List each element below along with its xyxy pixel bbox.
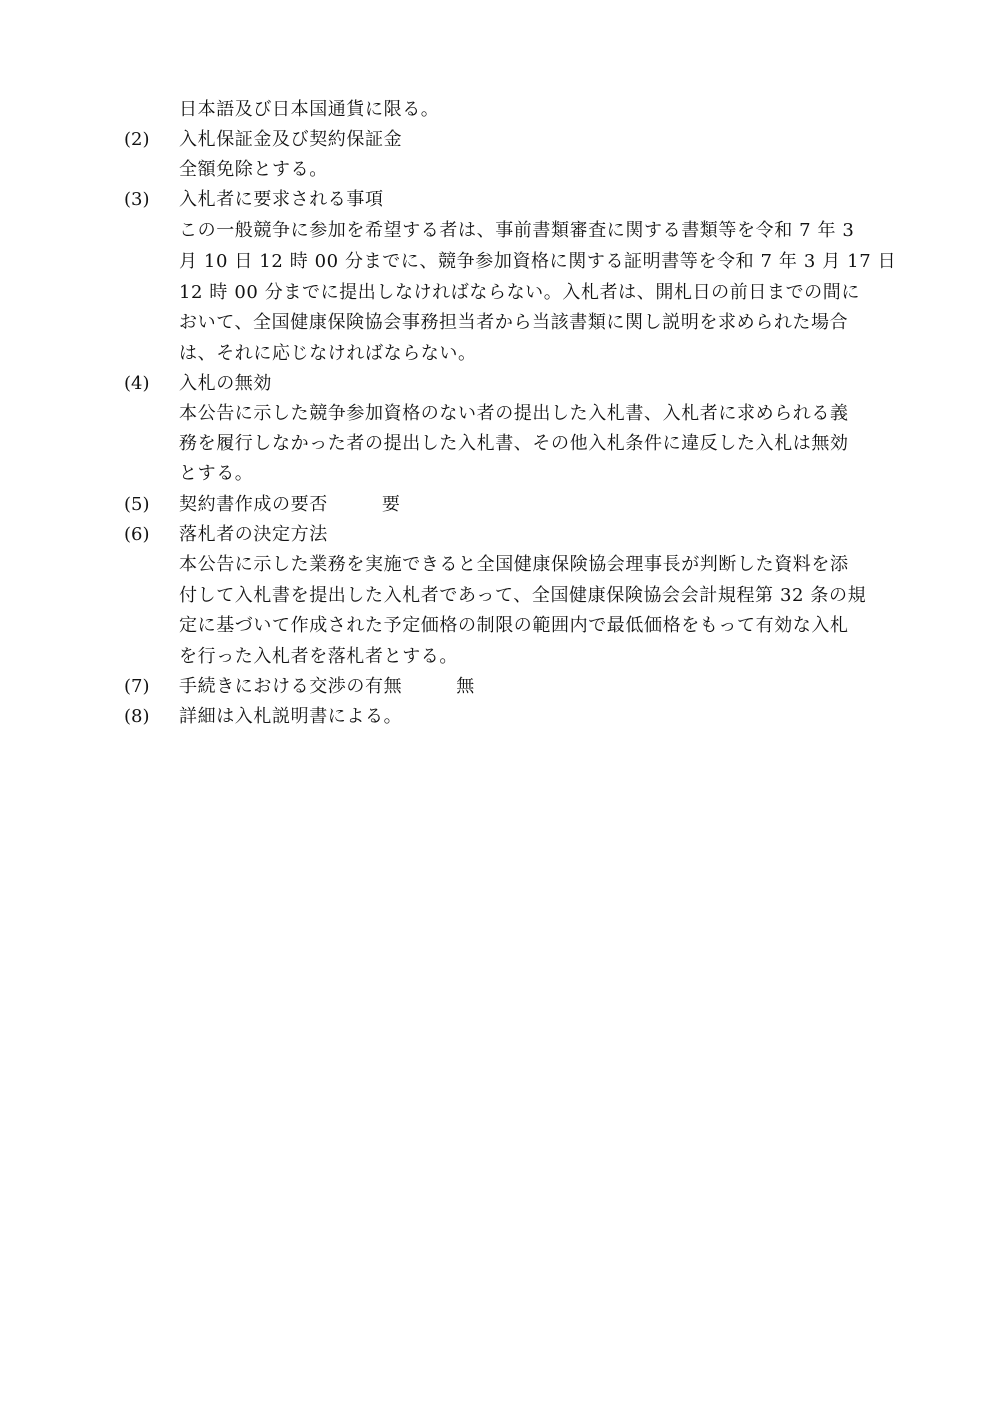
item-body-4-line-1: 本公告に示した競争参加資格のない者の提出した入札書、入札者に求められる義 bbox=[179, 403, 849, 424]
item-body-3-line-3: 12 時 00 分までに提出しなければならない。入札者は、開札日の前日までの間に bbox=[179, 282, 860, 303]
item-body-3-line-1: この一般競争に参加を希望する者は、事前書類審査に関する書類等を令和 7 年 3 bbox=[179, 220, 855, 241]
item-body-4-line-2: 務を履行しなかった者の提出した入札書、その他入札条件に違反した入札は無効 bbox=[179, 433, 849, 454]
item-value-7: 無 bbox=[456, 676, 475, 697]
item-value-5: 要 bbox=[381, 494, 401, 515]
item-number-5: (5) bbox=[124, 494, 150, 515]
item-heading-5: 契約書作成の要否 bbox=[179, 494, 328, 515]
item-heading-3: 入札者に要求される事項 bbox=[179, 189, 384, 210]
item-heading-4: 入札の無効 bbox=[179, 373, 272, 394]
item-heading-6: 落札者の決定方法 bbox=[179, 524, 328, 545]
item-body-6-line-3: 定に基づいて作成された予定価格の制限の範囲内で最低価格をもって有効な入札 bbox=[179, 615, 849, 636]
item-body-6-line-2: 付して入札書を提出した入札者であって、全国健康保険協会会計規程第 32 条の規 bbox=[179, 585, 867, 606]
item-heading-2: 入札保証金及び契約保証金 bbox=[179, 129, 403, 150]
item-5-row bbox=[179, 494, 400, 516]
item-7-row bbox=[179, 676, 475, 698]
item-heading-7: 手続きにおける交渉の有無 bbox=[179, 676, 403, 697]
item-body-4-line-3: とする。 bbox=[179, 463, 254, 484]
item-body-2-line-1: 全額免除とする。 bbox=[179, 159, 328, 180]
item-body-3-line-2: 月 10 日 12 時 00 分までに、競争参加資格に関する証明書等を令和 7 年 3 月 17 日 bbox=[179, 251, 897, 272]
continued-text: 日本語及び日本国通貨に限る。 bbox=[179, 99, 440, 120]
item-number-7: (7) bbox=[124, 676, 150, 697]
item-body-6-line-4: を行った入札者を落札者とする。 bbox=[179, 646, 458, 667]
item-body-3-line-4: おいて、全国健康保険協会事務担当者から当該書類に関し説明を求められた場合 bbox=[179, 312, 849, 333]
item-heading-8: 詳細は入札説明書による。 bbox=[179, 706, 403, 727]
item-number-2: (2) bbox=[124, 129, 150, 150]
item-number-8: (8) bbox=[124, 706, 150, 727]
item-number-6: (6) bbox=[124, 524, 150, 545]
item-body-3-line-5: は、それに応じなければならない。 bbox=[179, 343, 477, 364]
item-body-6-line-1: 本公告に示した業務を実施できると全国健康保険協会理事長が判断した資料を添 bbox=[179, 554, 849, 575]
item-number-3: (3) bbox=[124, 189, 150, 210]
item-number-4: (4) bbox=[124, 373, 150, 394]
